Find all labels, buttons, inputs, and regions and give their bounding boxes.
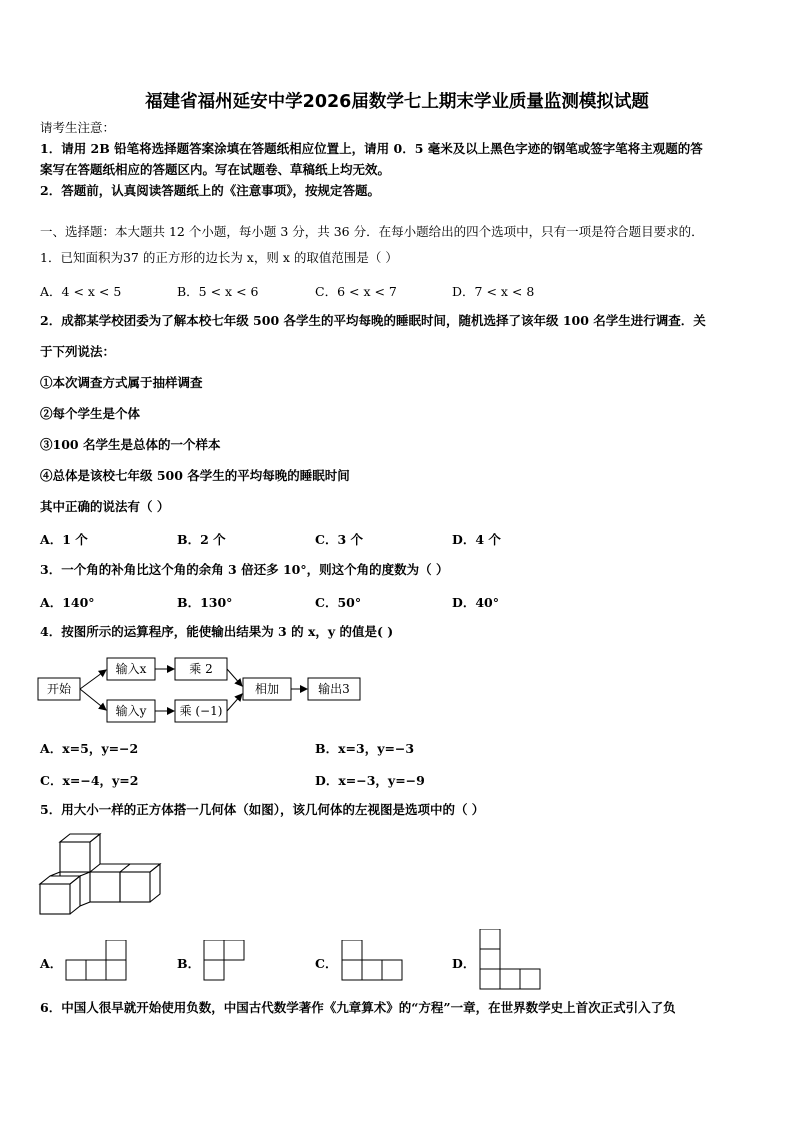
q6-stem: 6．中国人很早就开始使用负数，中国古代数学著作《九章算术》的“方程”一章，在世界数学史上首次正式引入了负: [40, 1000, 676, 1015]
page-title: 福建省福州延安中学2026届数学七上期末学业质量监测模拟试题: [145, 92, 649, 112]
q5-option-b-view: [202, 940, 246, 982]
q3-option-d: D．40°: [452, 595, 499, 610]
q2-stem-a: 2．成都某学校团委为了解本校七年级 500 各学生的平均每晚的睡眠时间，随机选择了该年级 100 名学生进行调查．关: [40, 313, 706, 328]
flow-add-label: 相加: [254, 682, 280, 696]
q1-option-d: D．7 < x < 8: [452, 284, 535, 299]
q3-option-c: C．50°: [315, 595, 362, 610]
notice-line-1a: 1．请用 2B 铅笔将选择题答案涂填在答题纸相应位置上，请用 0．5 毫米及以上黑色字迹的钢笔或签字笔将主观题的答: [40, 141, 703, 156]
q5-option-b-label: B．: [177, 956, 201, 971]
q2-ask: 其中正确的说法有（ ）: [40, 499, 170, 514]
q4-option-d: D．x=−3，y=−9: [315, 773, 425, 788]
q4-stem: 4．按图所示的运算程序，能使输出结果为 3 的 x，y 的值是( ): [40, 624, 394, 639]
flowchart: [36, 654, 366, 726]
q2-statement-1: ①本次调查方式属于抽样调查: [40, 375, 203, 390]
q2-statement-4: ④总体是该校七年级 500 各学生的平均每晚的睡眠时间: [40, 468, 350, 483]
q5-option-d-label: D．: [452, 956, 476, 971]
q5-option-a-view: [64, 940, 128, 982]
flow-mul2-label: 乘 2: [189, 662, 213, 676]
flow-input-x-label: 输入x: [115, 662, 147, 676]
flow-mul-neg1-label: 乘 (−1): [179, 704, 223, 718]
q4-option-b: B．x=3，y=−3: [315, 741, 415, 756]
q5-stem: 5．用大小一样的正方体搭一几何体（如图），该几何体的左视图是选项中的（ ）: [40, 802, 485, 817]
section-heading: 一、选择题：本大题共 12 个小题，每小题 3 分，共 36 分．在每小题给出的四个选项中，只有一项是符合题目要求的．: [40, 224, 704, 239]
q3-option-a: A．140°: [40, 595, 95, 610]
q1-option-c: C．6 < x < 7: [315, 284, 397, 299]
notice-heading: 请考生注意：: [40, 120, 116, 135]
q4-option-c: C．x=−4，y=2: [40, 773, 139, 788]
flow-input-y-label: 输入y: [115, 704, 147, 718]
q4-option-a: A．x=5，y=−2: [40, 741, 139, 756]
q5-option-a-label: A．: [40, 956, 63, 971]
q3-option-b: B．130°: [177, 595, 233, 610]
q2-option-a: A．1 个: [40, 532, 88, 547]
q5-option-c-label: C．: [315, 956, 338, 971]
q5-option-d-view: [478, 929, 542, 991]
notice-line-2: 2．答题前，认真阅读答题纸上的《注意事项》，按规定答题。: [40, 183, 380, 198]
q2-stem-b: 于下列说法：: [40, 344, 116, 359]
q2-option-c: C．3 个: [315, 532, 363, 547]
q1-stem: 1．已知面积为37 的正方形的边长为 x，则 x 的取值范围是（ ）: [40, 250, 398, 265]
q5-option-c-view: [340, 940, 404, 982]
q2-option-b: B．2 个: [177, 532, 226, 547]
q1-option-a: A．4 < x < 5: [40, 284, 122, 299]
flow-output-label: 输出3: [318, 682, 350, 696]
q3-stem: 3．一个角的补角比这个角的余角 3 倍还多 10°，则这个角的度数为（ ）: [40, 562, 449, 577]
flow-start-label: 开始: [46, 682, 72, 696]
cube-solid-figure: [38, 832, 172, 928]
q2-option-d: D．4 个: [452, 532, 501, 547]
q2-statement-3: ③100 名学生是总体的一个样本: [40, 437, 221, 452]
q1-option-b: B．5 < x < 6: [177, 284, 259, 299]
q2-statement-2: ②每个学生是个体: [40, 406, 141, 421]
notice-line-1b: 案写在答题纸相应的答题区内。写在试题卷、草稿纸上均无效。: [40, 162, 391, 177]
